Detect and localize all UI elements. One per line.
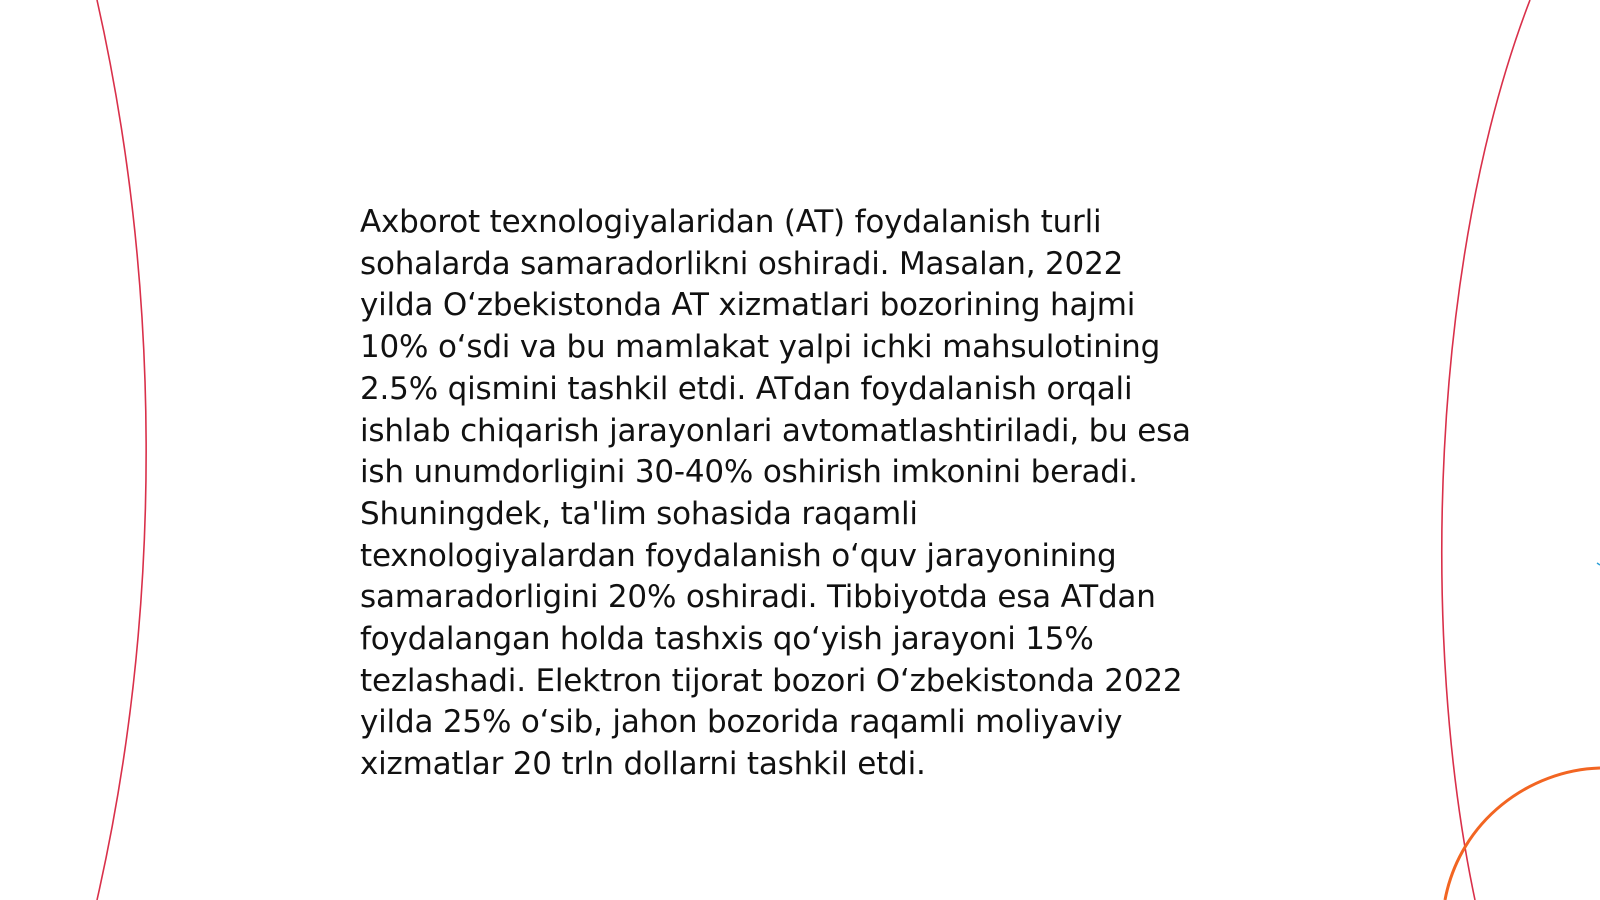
paragraph-line: foydalangan holda tashxis qo‘yish jarayoni 15% xyxy=(360,621,1094,658)
paragraph-line: ish unumdorligini 30-40% oshirish imkonini beradi. xyxy=(360,454,1138,491)
paragraph-line: Shuningdek, ta'lim sohasida raqamli xyxy=(360,495,918,532)
paragraph-line: sohalarda samaradorlikni oshiradi. Masalan, 2022 xyxy=(360,245,1124,282)
paragraph-line: 2.5% qismini tashkil etdi. ATdan foydalanish orqali xyxy=(360,370,1133,407)
paragraph-line: ishlab chiqarish jarayonlari avtomatlashtiriladi, bu esa xyxy=(360,412,1191,449)
paragraph-line: tezlashadi. Elektron tijorat bozori O‘zbekistonda 2022 xyxy=(360,662,1183,699)
paragraph-line: 10% o‘sdi va bu mamlakat yalpi ichki mahsulotining xyxy=(360,329,1161,366)
orange-arc xyxy=(1445,768,1600,900)
text-block xyxy=(360,202,1260,786)
right-red-curve xyxy=(1442,0,1530,900)
paragraph-line: texnologiyalardan foydalanish o‘quv jarayonining xyxy=(360,537,1117,574)
paragraph-line: yilda O‘zbekistonda AT xizmatlari bozorining hajmi xyxy=(360,287,1136,324)
paragraph-line: xizmatlar 20 trln dollarni tashkil etdi. xyxy=(360,746,926,783)
paragraph-line: Axborot texnologiyalaridan (AT) foydalanish turli xyxy=(360,204,1102,240)
body-paragraph xyxy=(360,202,1260,786)
paragraph-line: samaradorligini 20% oshiradi. Tibbiyotda esa ATdan xyxy=(360,579,1156,616)
paragraph-line: yilda 25% o‘sib, jahon bozorida raqamli moliyaviy xyxy=(360,704,1123,741)
left-red-curve xyxy=(97,0,146,900)
